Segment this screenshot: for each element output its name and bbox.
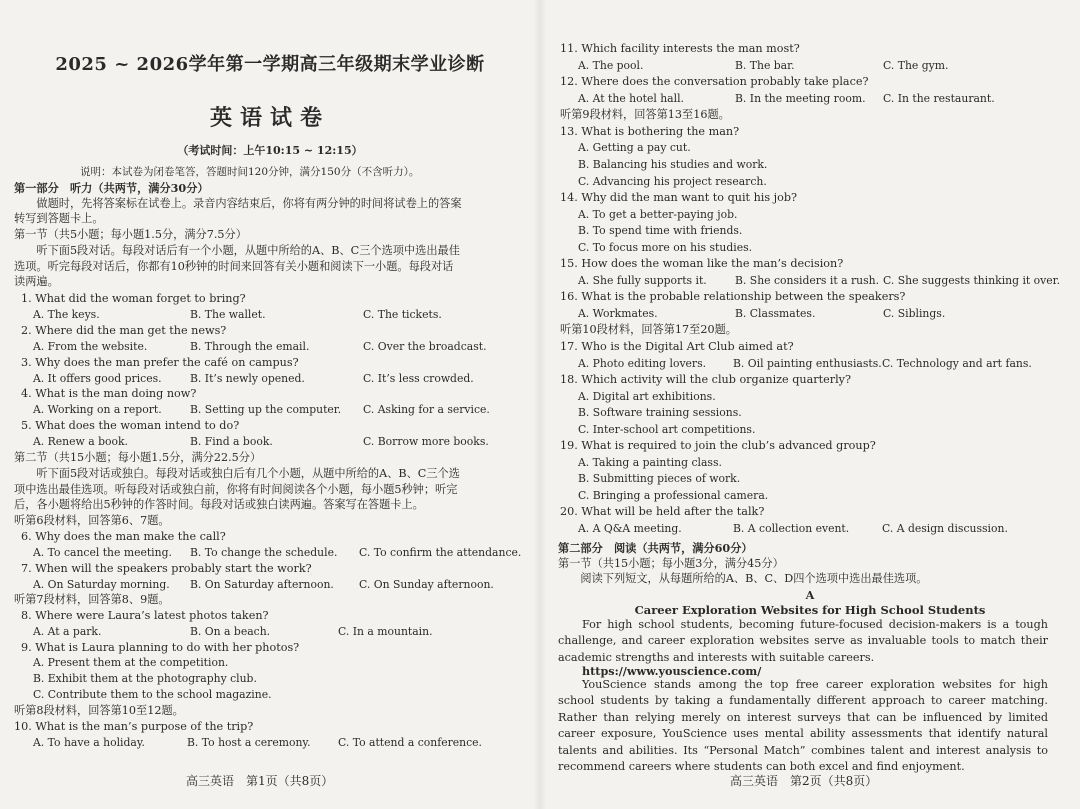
q8-option-b: B. On a beach.: [190, 625, 271, 638]
q16-option-a: A. Workmates.: [578, 307, 658, 320]
q12-option-a: A. At the hotel hall.: [578, 92, 684, 105]
part2-intro: 阅读下列短文，从每题所给的A、B、C、D四个选项中选出最佳选项。: [558, 572, 928, 585]
question-11: 11. Which facility interests the man most?: [560, 42, 800, 55]
question-6: 6. Why does the man make the call?: [21, 530, 226, 543]
q3-option-c: C. It’s less crowded.: [363, 372, 474, 385]
q15-option-b: B. She considers it a rush.: [735, 274, 880, 287]
q8-option-a: A. At a park.: [33, 625, 102, 638]
page-2: [540, 0, 1080, 809]
section2-intro-line: 听下面5段对话或独白。每段对话或独白后有几个小题，从题中所给的A、B、C三个选: [14, 467, 460, 480]
q20-option-a: A. A Q&A meeting.: [578, 522, 682, 535]
passage-url: https://www.youscience.com/: [582, 664, 762, 678]
q16-option-b: B. Classmates.: [735, 307, 816, 320]
part1-heading: 第一部分 听力（共两节，满分30分）: [14, 181, 209, 195]
q17-option-c: C. Technology and art fans.: [882, 357, 1032, 370]
q5-option-c: C. Borrow more books.: [363, 435, 489, 448]
question-5: 5. What does the woman intend to do?: [21, 419, 240, 432]
q18-option-c: C. Inter-school art competitions.: [578, 423, 756, 436]
q6-option-a: A. To cancel the meeting.: [33, 546, 172, 559]
q16-option-c: C. Siblings.: [883, 307, 946, 320]
q7-option-c: C. On Sunday afternoon.: [359, 578, 494, 591]
q9-option-b: B. Exhibit them at the photography club.: [33, 672, 257, 685]
q9-option-c: C. Contribute them to the school magazine.: [33, 688, 272, 701]
passage-letter: A: [805, 588, 815, 602]
q19-option-a: A. Taking a painting class.: [578, 456, 722, 469]
q10-option-a: A. To have a holiday.: [33, 736, 145, 749]
q20-option-c: C. A design discussion.: [882, 522, 1008, 535]
q19-option-c: C. Bringing a professional camera.: [578, 489, 769, 502]
q11-option-b: B. The bar.: [735, 59, 795, 72]
passage-paragraph-1: For high school students, becoming future-focused decision-makers is a tough challenge, and career exploration websites serve as invaluable tools to match their academic strengths and interests with suitable careers.: [558, 618, 1048, 664]
q10-option-b: B. To host a ceremony.: [187, 736, 311, 749]
q7-option-a: A. On Saturday morning.: [33, 578, 170, 591]
exam-title: 2025 ~ 2026学年第一学期高三年级期末学业诊断: [55, 54, 485, 75]
section1-intro-line: 听下面5段对话。每段对话后有一个小题，从题中所给的A、B、C三个选项中选出最佳: [14, 244, 460, 257]
question-3: 3. Why does the man prefer the café on campus?: [21, 356, 299, 369]
q15-option-a: A. She fully supports it.: [578, 274, 707, 287]
q13-option-b: B. Balancing his studies and work.: [578, 158, 768, 171]
part2-heading: 第二部分 阅读（共两节，满分60分）: [558, 541, 753, 555]
q8-option-c: C. In a mountain.: [338, 625, 433, 638]
q6-option-b: B. To change the schedule.: [190, 546, 338, 559]
section2-heading: 第二节（共15小题；每小题1.5分，满分22.5分）: [14, 451, 262, 464]
question-15: 15. How does the woman like the man’s decision?: [560, 257, 844, 270]
material-6: 听第6段材料，回答第6、7题。: [14, 514, 170, 527]
instructions: 说明：本试卷为闭卷笔答，答题时间120分钟，满分150分（不含听力）。: [80, 166, 420, 178]
question-14: 14. Why did the man want to quit his job?: [560, 191, 798, 204]
passage-paragraph-2: YouScience stands among the top free career exploration websites for high school students by taking a fundamentally different approach to career matching. Rather than relying merely on interest surveys that can be influenced by limited career exposure, YouScience uses mental ability assessments that identify natural talents and abilities. Its “Personal Match” combines talent and interest analysis to recommend careers where students can both excel and find enjoyment.: [558, 678, 1048, 774]
q1-option-b: B. The wallet.: [190, 308, 266, 321]
question-13: 13. What is bothering the man?: [560, 125, 740, 138]
section1-heading: 第一节（共5小题；每小题1.5分，满分7.5分）: [14, 228, 247, 241]
q4-option-b: B. Setting up the computer.: [190, 403, 342, 416]
part1-intro-line: 转写到答题卡上。: [14, 212, 104, 225]
q13-option-a: A. Getting a pay cut.: [578, 141, 691, 154]
question-4: 4. What is the man doing now?: [21, 387, 197, 400]
q5-option-a: A. Renew a book.: [33, 435, 128, 448]
exam-time: （考试时间：上午10:15 ~ 12:15）: [177, 144, 363, 157]
q12-option-b: B. In the meeting room.: [735, 92, 866, 105]
question-17: 17. Who is the Digital Art Club aimed at?: [560, 340, 794, 353]
q10-option-c: C. To attend a conference.: [338, 736, 482, 749]
material-7: 听第7段材料，回答第8、9题。: [14, 593, 170, 606]
question-1: 1. What did the woman forget to bring?: [21, 292, 246, 305]
q17-option-b: B. Oil painting enthusiasts.: [733, 357, 882, 370]
page-footer: 高三英语 第1页（共8页）: [186, 774, 334, 788]
q2-option-b: B. Through the email.: [190, 340, 310, 353]
material-10: 听第10段材料，回答第17至20题。: [560, 323, 737, 336]
question-20: 20. What will be held after the talk?: [560, 505, 765, 518]
page-footer: 高三英语 第2页（共8页）: [730, 774, 878, 788]
q5-option-b: B. Find a book.: [190, 435, 273, 448]
q20-option-b: B. A collection event.: [733, 522, 850, 535]
question-19: 19. What is required to join the club’s advanced group?: [560, 439, 876, 452]
q13-option-c: C. Advancing his project research.: [578, 175, 767, 188]
section1-intro-line: 读两遍。: [14, 275, 59, 288]
subject-title: 英语试卷: [209, 105, 330, 131]
q17-option-a: A. Photo editing lovers.: [578, 357, 707, 370]
question-16: 16. What is the probable relationship between the speakers?: [560, 290, 906, 303]
material-8: 听第8段材料，回答第10至12题。: [14, 704, 184, 717]
material-9: 听第9段材料，回答第13至16题。: [560, 108, 730, 121]
section1-intro-line: 选项。听完每段对话后，你都有10秒钟的时间来回答有关小题和阅读下一小题。每段对话: [14, 260, 454, 273]
q4-option-c: C. Asking for a service.: [363, 403, 490, 416]
question-12: 12. Where does the conversation probably take place?: [560, 75, 869, 88]
q2-option-a: A. From the website.: [33, 340, 148, 353]
question-18: 18. Which activity will the club organize quarterly?: [560, 373, 851, 386]
q4-option-a: A. Working on a report.: [33, 403, 162, 416]
q7-option-b: B. On Saturday afternoon.: [190, 578, 334, 591]
section2-intro-line: 后，各小题将给出5秒钟的作答时间。每段对话或独白读两遍。答案写在答题卡上。: [14, 498, 424, 511]
passage-title: Career Exploration Websites for High School Students: [634, 603, 986, 617]
q15-option-c: C. She suggests thinking it over.: [883, 274, 1061, 287]
part1-intro-line: 做题时，先将答案标在试卷上。录音内容结束后，你将有两分钟的时间将试卷上的答案: [14, 197, 462, 210]
q14-option-b: B. To spend time with friends.: [578, 224, 743, 237]
question-2: 2. Where did the man get the news?: [21, 324, 227, 337]
q1-option-a: A. The keys.: [33, 308, 100, 321]
q9-option-a: A. Present them at the competition.: [33, 656, 229, 669]
question-10: 10. What is the man’s purpose of the trip?: [14, 720, 254, 733]
section2-intro-line: 项中选出最佳选项。听每段对话或独白前，你将有时间阅读各个小题，每小题5秒钟；听完: [14, 483, 458, 496]
q14-option-c: C. To focus more on his studies.: [578, 241, 753, 254]
q12-option-c: C. In the restaurant.: [883, 92, 995, 105]
q1-option-c: C. The tickets.: [363, 308, 442, 321]
question-7: 7. When will the speakers probably start the work?: [21, 562, 312, 575]
q18-option-a: A. Digital art exhibitions.: [578, 390, 716, 403]
q11-option-c: C. The gym.: [883, 59, 949, 72]
q2-option-c: C. Over the broadcast.: [363, 340, 487, 353]
q14-option-a: A. To get a better-paying job.: [578, 208, 738, 221]
q11-option-a: A. The pool.: [578, 59, 644, 72]
q6-option-c: C. To confirm the attendance.: [359, 546, 522, 559]
q18-option-b: B. Software training sessions.: [578, 406, 742, 419]
q19-option-b: B. Submitting pieces of work.: [578, 472, 741, 485]
q3-option-a: A. It offers good prices.: [33, 372, 162, 385]
q3-option-b: B. It’s newly opened.: [190, 372, 305, 385]
question-9: 9. What is Laura planning to do with her photos?: [21, 641, 300, 654]
part2-section1-heading: 第一节（共15小题；每小题3分，满分45分）: [558, 557, 784, 570]
question-8: 8. Where were Laura’s latest photos taken?: [21, 609, 269, 622]
